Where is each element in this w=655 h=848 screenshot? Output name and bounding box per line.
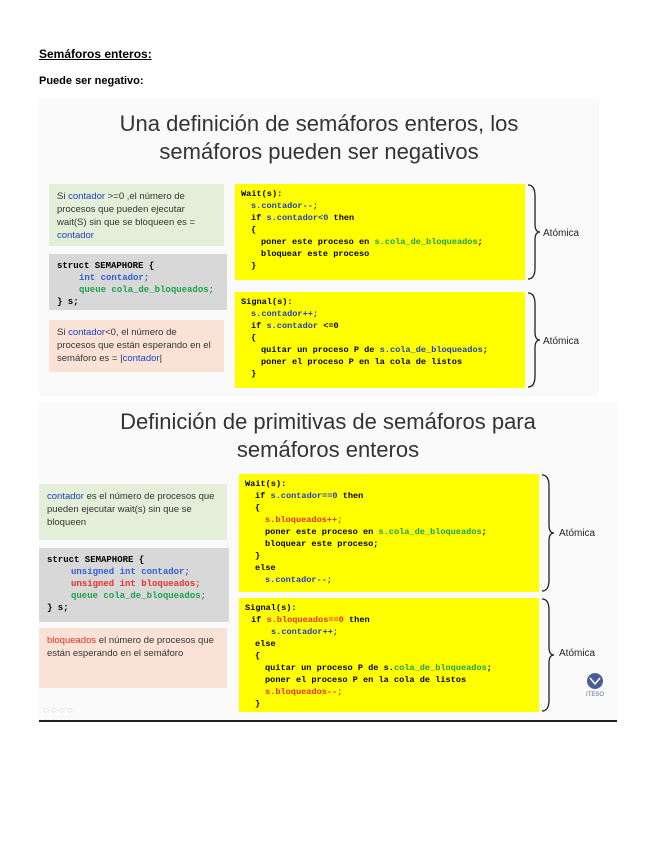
menu-icon: ◌	[66, 705, 75, 716]
iteso-logo-icon	[586, 672, 604, 690]
slide2-wait-code: Wait(s): if s.contador==0 then { s.bloqueados++; poner este proceso en s.cola_de_bloqueados; bloquear este proceso; } else s.contador--;	[239, 474, 539, 592]
slide-toolbar-icons	[43, 705, 75, 716]
slide1-brace-wait	[527, 184, 541, 280]
zoom-icon: ◌	[58, 705, 67, 716]
slide-image-1	[39, 98, 599, 396]
slide1-title-line1: Una definición de semáforos enteros, los	[119, 111, 519, 136]
document-heading: Semáforos enteros:	[39, 47, 152, 61]
slide1-brace-signal	[527, 292, 541, 388]
prev-icon: ◌	[43, 705, 51, 716]
slide1-atomic-label-1: Atómica	[543, 228, 580, 239]
slide2-atomic-label-2: Atómica	[559, 648, 596, 659]
pen-icon: ◌	[50, 705, 59, 716]
slide2-green-note: contador es el número de procesos que pueden ejecutar wait(s) sin que se bloqueen	[39, 484, 227, 540]
slide2-title-line2: semáforos enteros	[236, 437, 420, 462]
slide2-signal-code: Signal(s): if s.bloqueados==0 then s.contador++; else { quitar un proceso P de s.cola_de_bloqueados; poner el proceso P en la cola de listos s.bloqueados--; }	[239, 598, 539, 712]
slide-image-2	[39, 402, 617, 722]
slide2-atomic-label-1: Atómica	[559, 528, 596, 539]
iteso-logo	[583, 672, 607, 698]
slide2-brace-signal	[541, 598, 555, 712]
slide1-title-line2: semáforos pueden ser negativos	[159, 139, 479, 164]
slide1-green-note: Si contador >=0 ,el número de procesos que pueden ejecutar wait(S) sin que se bloqueen es = contador	[49, 184, 224, 246]
slide1-signal-code: Signal(s): s.contador++; if s.contador <=0 { quitar un proceso P de s.cola_de_bloqueados; poner el proceso P en la cola de listos }	[235, 292, 525, 388]
slide2-pink-note: bloqueados el número de procesos que están esperando en el semáforo	[39, 628, 227, 688]
slide2-struct-box: struct SEMAPHORE { unsigned int contador; unsigned int bloqueados; queue cola_de_bloqueados; } s;	[39, 548, 229, 622]
slide2-title-line1: Definición de primitivas de semáforos para	[120, 409, 536, 434]
slide2-brace-wait	[541, 474, 555, 592]
slide1-struct-box: struct SEMAPHORE { int contador; queue cola_de_bloqueados; } s;	[49, 254, 227, 310]
iteso-logo-text: ITESO	[585, 692, 604, 698]
document-subheading: Puede ser negativo:	[39, 75, 144, 87]
slide1-wait-code: Wait(s): s.contador--; if s.contador<0 then { poner este proceso en s.cola_de_bloqueados; bloquear este proceso }	[235, 184, 525, 280]
slide1-pink-note: Si contador<0, el número de procesos que están esperando en el semáforo es = |contador|	[49, 320, 224, 372]
slide1-atomic-label-2: Atómica	[543, 336, 580, 347]
